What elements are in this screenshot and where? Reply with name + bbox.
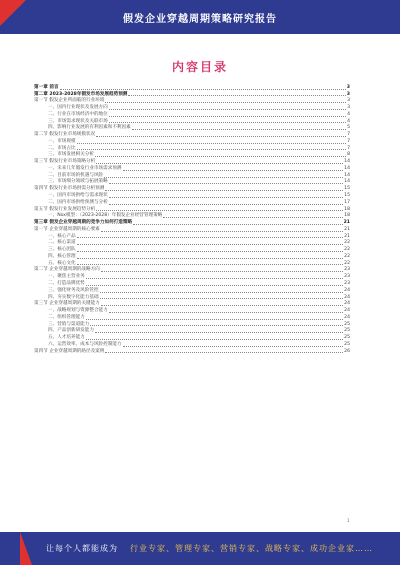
toc-leader-dots — [101, 231, 343, 232]
toc-entry[interactable] — [34, 172, 350, 179]
toc-leader-dots — [109, 197, 343, 198]
toc-entry-title: 第三节 假发行业市场策略分析 — [34, 159, 96, 165]
toc-entry-page: 3 — [347, 105, 350, 111]
footer-slogan: 让每个人都能成为 — [46, 544, 118, 553]
toc-leader-dots — [163, 217, 343, 218]
toc-entry[interactable] — [34, 179, 350, 186]
toc-leader-dots — [109, 204, 343, 205]
toc-entry-page: 26 — [344, 348, 350, 354]
toc-entry[interactable] — [34, 307, 350, 314]
toc-leader-dots — [132, 129, 346, 130]
toc-entry-page: 24 — [344, 294, 350, 300]
toc-entry-title: 第三节 企业穿越周期的关键能力 — [34, 301, 100, 307]
toc-entry-page: 21 — [344, 226, 350, 232]
toc-entry-title: 三、市场需求现状及关联市场 — [48, 118, 108, 124]
toc-entry[interactable] — [34, 104, 350, 111]
toc-entry-page: 18 — [344, 213, 350, 219]
toc-entry-title: 四、产品创新研发能力 — [48, 328, 94, 334]
toc-entry-page: 25 — [344, 335, 350, 341]
toc-leader-dots — [105, 190, 343, 191]
toc-entry-title: 一、国内行业现状及发展方向 — [48, 105, 108, 111]
toc-entry-page: 4 — [347, 111, 350, 117]
toc-leader-dots — [86, 285, 343, 286]
toc-entry-title: 二、组织管理能力 — [48, 314, 85, 320]
toc-leader-dots — [109, 116, 346, 117]
toc-entry-title: 六、运营效率、成本与风险控制能力 — [48, 341, 122, 347]
toc-leader-dots — [105, 352, 343, 353]
toc-entry-title: 三、市场细分领域与拓展策略 — [48, 179, 108, 185]
toc-entry-page: 14 — [344, 179, 350, 185]
toc-entry-title: 四、核心管理 — [48, 253, 76, 259]
toc-entry-title: 第二节 企业穿越周期的战略方向 — [34, 267, 100, 273]
toc-entry-page: 23 — [344, 267, 350, 273]
toc-leader-dots — [86, 278, 343, 279]
footer-accent-mark — [20, 532, 32, 565]
toc-entry-title: 第二节 假发行业市场规模状况 — [34, 132, 96, 138]
toc-entry[interactable] — [34, 334, 350, 341]
toc-entry-title: 第三章 假发企业穿越周期的竞争力如何打造策略 — [34, 220, 133, 226]
toc-entry[interactable] — [34, 206, 350, 213]
toc-leader-dots — [96, 163, 343, 164]
toc-entry-title: 第一节 假发企业所面临的行业环境 — [34, 98, 105, 104]
toc-entry-page: 14 — [344, 159, 350, 165]
toc-entry-page: 22 — [344, 253, 350, 259]
toc-entry[interactable] — [34, 145, 350, 152]
toc-entry[interactable] — [34, 118, 350, 125]
toc-leader-dots — [77, 264, 344, 265]
toc-leader-dots — [90, 325, 343, 326]
toc-entry[interactable] — [34, 240, 350, 247]
toc-entry-page: 7 — [347, 138, 350, 144]
toc-entry-title: 第一节 企业穿越周期的核心要素 — [34, 226, 100, 232]
toc-leader-dots — [86, 319, 343, 320]
toc-entry-page: 5 — [347, 125, 350, 131]
toc-entry-title: 一、未来几年假发行业市场需求预测 — [48, 165, 122, 171]
toc-leader-dots — [100, 292, 344, 293]
toc-entry-page: 24 — [344, 301, 350, 307]
toc-leader-dots — [109, 312, 343, 313]
toc-entry-title: 一、国内市场供给与需求现状 — [48, 193, 108, 199]
toc-entry-title: 第五节 假发行业发展趋势分析 — [34, 206, 96, 212]
toc-entry[interactable] — [34, 301, 350, 308]
toc-entry-title: 一、聚焦主营业务 — [48, 274, 85, 280]
toc-entry[interactable] — [34, 158, 350, 165]
toc-leader-dots — [77, 244, 344, 245]
table-of-contents — [34, 84, 350, 355]
toc-entry-title: 三、强化财务及风险管控 — [48, 287, 99, 293]
toc-entry-page: 18 — [344, 206, 350, 212]
toc-leader-dots — [77, 143, 346, 144]
toc-entry-page: 17 — [344, 199, 350, 205]
toc-leader-dots — [96, 136, 346, 137]
toc-entry-title: 一、市场规模 — [48, 138, 76, 144]
toc-entry-page: 15 — [344, 186, 350, 192]
toc-leader-dots — [105, 102, 346, 103]
toc-leader-dots — [101, 271, 343, 272]
toc-leader-dots — [109, 183, 343, 184]
toc-entry-page: 22 — [344, 240, 350, 246]
toc-entry-title: 二、行业在市场经济中的地位 — [48, 111, 108, 117]
toc-entry[interactable] — [34, 246, 350, 253]
toc-leader-dots — [128, 95, 345, 96]
toc-entry[interactable] — [34, 341, 350, 348]
toc-entry-page: 4 — [347, 118, 350, 124]
toc-entry-page: 8 — [347, 152, 350, 158]
toc-leader-dots — [95, 156, 346, 157]
page-number: 1 — [347, 518, 350, 523]
toc-leader-dots — [77, 237, 344, 238]
footer-bar — [0, 532, 400, 565]
toc-entry-title: 一、核心产品 — [48, 233, 76, 239]
toc-entry-title: 二、市场占比 — [48, 145, 76, 151]
toc-entry[interactable] — [34, 226, 350, 233]
toc-entry-page: 24 — [344, 308, 350, 314]
toc-entry-title: 第二章 2023-2028年假发市场发展趋势预测 — [34, 91, 128, 97]
toc-entry-page: 23 — [344, 274, 350, 280]
toc-entry-title: 三、营销与渠道能力 — [48, 321, 90, 327]
toc-leader-dots — [77, 258, 344, 259]
toc-entry-page: 3 — [346, 84, 350, 90]
toc-entry-page: 15 — [344, 193, 350, 199]
toc-entry[interactable] — [34, 321, 350, 328]
footer-roles: 行业专家、管理专家、营销专家、战略专家、成功企业家…… — [130, 544, 373, 553]
toc-entry-title: 二、打造品牌优势 — [48, 280, 85, 286]
toc-entry[interactable] — [34, 185, 350, 192]
toc-entry-title: 二、国内市场供给预测与分析 — [48, 199, 108, 205]
toc-leader-dots — [104, 177, 343, 178]
toc-entry-title: 三、市场发展相关分析 — [48, 152, 94, 158]
toc-entry-title: 第四节 企业穿越周期的路径及案例 — [34, 348, 105, 354]
toc-entry-page: 25 — [344, 328, 350, 334]
toc-leader-dots — [60, 89, 346, 90]
toc-entry-title: 二、核心渠道 — [48, 240, 76, 246]
toc-leader-dots — [109, 109, 346, 110]
toc-leader-dots — [96, 210, 343, 211]
toc-entry[interactable] — [34, 253, 350, 260]
toc-entry-page: 7 — [347, 145, 350, 151]
toc-entry[interactable] — [34, 98, 350, 105]
toc-entry[interactable] — [34, 213, 350, 220]
toc-entry-title: 四、影响行业发展的有利因素和不利因素 — [48, 125, 131, 131]
toc-entry-page: 3 — [347, 98, 350, 104]
toc-leader-dots — [123, 346, 344, 347]
toc-entry[interactable] — [34, 267, 350, 274]
toc-entry-page: 7 — [347, 132, 350, 138]
toc-leader-dots — [109, 122, 346, 123]
toc-leader-dots — [77, 149, 346, 150]
toc-entry[interactable] — [34, 111, 350, 118]
toc-entry-title: 一、Nox模型：（2023-2028）年假发企业经营管理策略 — [48, 213, 163, 219]
toc-entry-page: 22 — [344, 247, 350, 253]
report-title: 假发企业穿越周期策略研究报告 — [123, 14, 277, 25]
toc-entry-page: 24 — [344, 287, 350, 293]
toc-heading: 内容目录 — [171, 60, 228, 74]
toc-entry[interactable] — [34, 125, 350, 132]
toc-entry[interactable] — [34, 260, 350, 267]
toc-leader-dots — [86, 339, 343, 340]
toc-entry[interactable] — [34, 328, 350, 335]
toc-leader-dots — [133, 224, 343, 225]
toc-entry[interactable] — [34, 273, 350, 280]
toc-entry-page: 21 — [344, 233, 350, 239]
header-bar — [0, 0, 400, 34]
toc-entry[interactable] — [34, 192, 350, 199]
toc-entry-page: 25 — [344, 341, 350, 347]
toc-entry[interactable] — [34, 138, 350, 145]
toc-entry[interactable] — [34, 219, 350, 226]
toc-entry[interactable] — [34, 152, 350, 159]
toc-leader-dots — [101, 305, 343, 306]
toc-entry-page: 24 — [344, 314, 350, 320]
toc-entry-page: 21 — [343, 220, 350, 226]
toc-entry-title: 五、核心文化 — [48, 260, 76, 266]
toc-entry-page: 14 — [344, 172, 350, 178]
toc-leader-dots — [77, 251, 344, 252]
toc-entry-page: 14 — [344, 165, 350, 171]
toc-entry-page: 3 — [346, 91, 350, 97]
toc-leader-dots — [100, 298, 344, 299]
toc-entry[interactable] — [34, 294, 350, 301]
toc-entry[interactable] — [34, 165, 350, 172]
toc-entry-title: 三、核心团队 — [48, 247, 76, 253]
toc-entry-title: 一、战略规划与资源整合能力 — [48, 308, 108, 314]
toc-entry-title: 二、目前市场的机遇与风险 — [48, 172, 104, 178]
toc-entry-title: 四、夯实数字化能力基础 — [48, 294, 99, 300]
toc-entry-title: 五、人才培养能力 — [48, 335, 85, 341]
toc-entry[interactable] — [34, 199, 350, 206]
toc-leader-dots — [123, 170, 344, 171]
toc-entry[interactable] — [34, 287, 350, 294]
toc-entry[interactable] — [34, 233, 350, 240]
toc-entry-page: 22 — [344, 260, 350, 266]
toc-leader-dots — [95, 332, 343, 333]
toc-entry-page: 25 — [344, 321, 350, 327]
toc-entry[interactable] — [34, 91, 350, 98]
toc-entry[interactable] — [34, 348, 350, 355]
toc-entry[interactable] — [34, 131, 350, 138]
toc-entry[interactable] — [34, 84, 350, 91]
toc-entry-title: 第四节 假发行业市场供需分析预测 — [34, 186, 105, 192]
toc-entry[interactable] — [34, 314, 350, 321]
toc-entry-title: 第一章 前言 — [34, 84, 59, 90]
toc-entry[interactable] — [34, 280, 350, 287]
toc-entry-page: 23 — [344, 280, 350, 286]
